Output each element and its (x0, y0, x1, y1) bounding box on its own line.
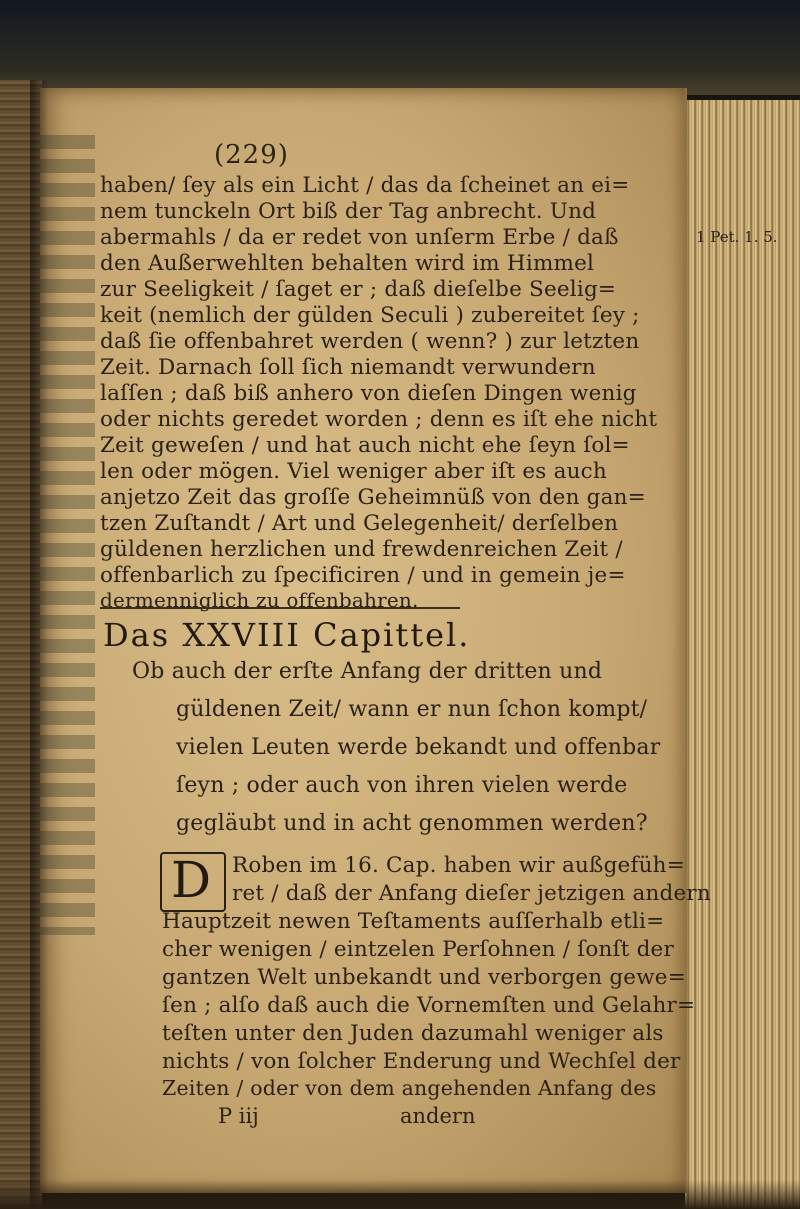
body-line: len oder mögen. Viel weniger aber iſt es auch (100, 459, 607, 484)
answer-line: Hauptzeit newen Teſtaments auſſerhalb etli= (162, 909, 665, 934)
question-line: vielen Leuten werde bekandt und offenbar (176, 735, 661, 760)
body-line: dermenniglich zu offenbahren. (100, 588, 419, 612)
catchword: andern (400, 1104, 476, 1128)
body-line: den Außerwehlten behalten wird im Himmel (100, 251, 595, 276)
bottom-shadow (0, 1180, 800, 1209)
page-stack-edge (685, 100, 800, 1209)
answer-line: teſten unter den Juden dazumahl weniger als (162, 1021, 664, 1046)
answer-line: cher wenigen / eintzelen Perſohnen / ſonſt der (162, 937, 674, 962)
chapter-title: Das XXVIII Capittel. (103, 616, 471, 654)
question-line: güldenen Zeit/ wann er nun ſchon kompt/ (176, 697, 648, 722)
body-line: zur Seeligkeit / ſaget er ; daß dieſelbe Seelig= (100, 277, 617, 302)
answer-line: ret / daß der Anfang dieſer jetzigen andern (232, 881, 711, 906)
body-line: Zeit geweſen / und hat auch nicht ehe ſeyn ſol= (100, 433, 630, 458)
answer-line: gantzen Welt unbekandt und verborgen gewe= (162, 965, 686, 990)
question-line: ſeyn ; oder auch von ihren vielen werde (176, 773, 628, 798)
answer-line: Roben im 16. Cap. haben wir außgefüh= (232, 853, 685, 878)
body-line: Zeit. Darnach ſoll ſich niemandt verwundern (100, 355, 596, 380)
body-line: laſſen ; daß biß anhero von dieſen Dingen wenig (100, 381, 637, 406)
body-line: oder nichts geredet worden ; denn es iſt ehe nicht (100, 407, 658, 432)
body-line: abermahls / da er redet von unſerm Erbe / daß (100, 225, 619, 250)
section-divider (100, 607, 460, 609)
body-line: anjetzo Zeit das groſſe Geheimnüß von den gan= (100, 485, 646, 510)
answer-line: ſen ; alſo daß auch die Vornemſten und Gelahr= (162, 993, 696, 1018)
body-line: daß ſie offenbahret werden ( wenn? ) zur letzten (100, 329, 640, 354)
answer-line: Zeiten / oder von dem angehenden Anfang des (162, 1076, 657, 1100)
body-line: nem tunckeln Ort biß der Tag anbrecht. Und (100, 199, 597, 224)
body-line: haben/ ſey als ein Licht / das da ſcheinet an ei= (100, 173, 630, 198)
question-line: Ob auch der erſte Anfang der dritten und (132, 659, 603, 684)
page-number: (229) (214, 140, 289, 170)
question-line: gegläubt und in acht genommen werden? (176, 811, 648, 836)
background-top (0, 0, 800, 95)
binding-shadow (40, 135, 95, 935)
dropcap-initial: D (170, 851, 212, 909)
margin-note: 1 Pet. 1. 5. (696, 228, 778, 246)
answer-line: nichts / von ſolcher Enderung und Wechſel der (162, 1049, 681, 1074)
body-line: tzen Zuſtandt / Art und Gelegenheit/ derſelben (100, 511, 619, 536)
body-line: güldenen herzlichen und frewdenreichen Zeit / (100, 537, 623, 562)
signature-mark: P iij (218, 1104, 259, 1128)
body-line: keit (nemlich der gülden Seculi ) zubereitet ſey ; (100, 303, 640, 328)
body-line: offenbarlich zu ſpecificiren / und in gemein je= (100, 563, 626, 588)
